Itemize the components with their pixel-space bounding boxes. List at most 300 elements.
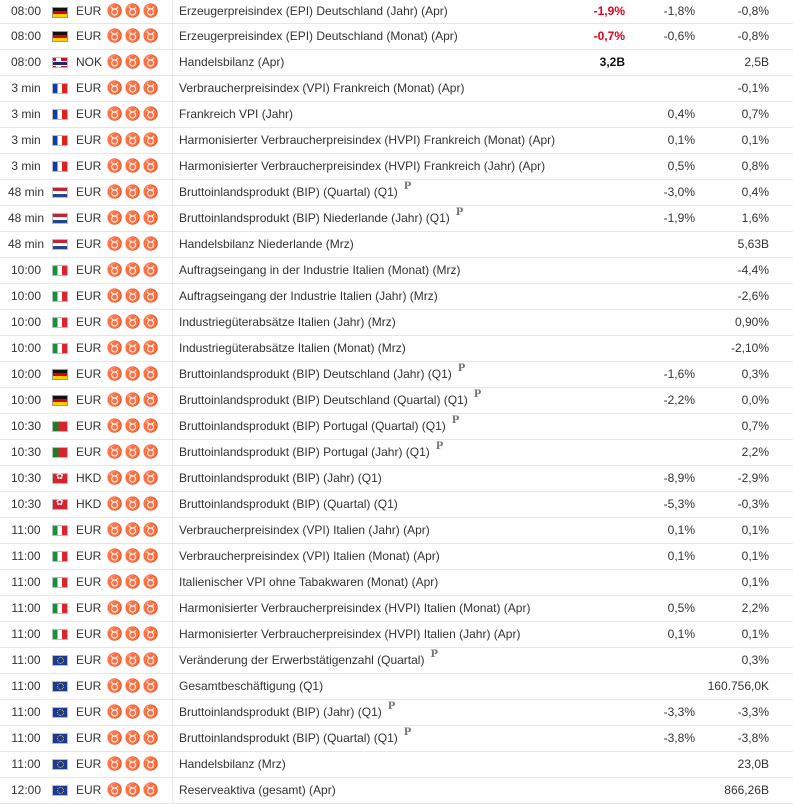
event-row[interactable] [0, 75, 793, 101]
event-name[interactable]: Bruttoinlandsprodukt (BIP) (Quartal) (Q1) [179, 497, 398, 511]
volatility-rating [106, 0, 173, 23]
preliminary-icon: P [455, 207, 464, 218]
flag-cell [52, 23, 74, 49]
bull-icon: ♉ [142, 730, 160, 745]
bull-icon: ♉ [106, 470, 124, 485]
flag-france-icon [52, 109, 68, 120]
flag-euro-zone-icon [52, 655, 68, 666]
currency-code: EUR [74, 751, 106, 777]
event-row[interactable] [0, 0, 793, 23]
previous-value: 0,8% [701, 153, 793, 179]
currency-code: EUR [74, 647, 106, 673]
currency-code: EUR [74, 387, 106, 413]
flag-france-icon [52, 83, 68, 94]
event-name-cell[interactable] [173, 777, 560, 803]
actual-value [559, 725, 631, 751]
bull-icon: ♉ [142, 574, 160, 589]
event-name[interactable]: Bruttoinlandsprodukt (BIP) Deutschland (Quartal) (Q1) [179, 393, 468, 407]
event-name[interactable]: Reserveaktiva (gesamt) (Apr) [179, 783, 336, 797]
event-name[interactable]: Industriegüterabsätze Italien (Jahr) (Mrz) [179, 315, 396, 329]
event-row[interactable] [0, 127, 793, 153]
event-name-cell[interactable] [173, 283, 560, 309]
bull-icon: ♉ [124, 652, 142, 667]
event-name-cell[interactable] [173, 179, 560, 205]
flag-italy-icon [52, 265, 68, 276]
event-time: 11:00 [0, 517, 52, 543]
event-time: 48 min [0, 231, 52, 257]
event-time: 10:30 [0, 465, 52, 491]
flag-cell [52, 491, 74, 517]
flag-cell [52, 101, 74, 127]
volatility-rating [106, 387, 173, 413]
event-name[interactable]: Veränderung der Erwerbstätigenzahl (Quartal) [179, 653, 425, 667]
previous-value: -3,8% [701, 725, 793, 751]
event-row[interactable] [0, 205, 793, 231]
event-name[interactable]: Harmonisierter Verbraucherpreisindex (HVPI) Frankreich (Monat) (Apr) [179, 133, 556, 147]
flag-germany-icon [52, 369, 68, 380]
bull-icon: ♉ [106, 236, 124, 251]
previous-value: 0,3% [701, 647, 793, 673]
volatility-rating [106, 595, 173, 621]
bull-icon: ♉ [106, 3, 124, 19]
currency-code: EUR [74, 309, 106, 335]
event-time: 10:00 [0, 257, 52, 283]
bull-icon: ♉ [106, 548, 124, 563]
actual-value [559, 231, 631, 257]
preliminary-icon: P [457, 363, 466, 374]
actual-value: 3,2B [559, 49, 631, 75]
forecast-value: -5,3% [631, 491, 701, 517]
bull-icon: ♉ [106, 392, 124, 407]
bull-icon: ♉ [106, 158, 124, 173]
flag-cell [52, 361, 74, 387]
event-name[interactable]: Harmonisierter Verbraucherpreisindex (HVPI) Frankreich (Jahr) (Apr) [179, 159, 546, 173]
flag-netherlands-icon [52, 213, 68, 224]
event-row[interactable] [0, 335, 793, 361]
bull-icon: ♉ [124, 184, 142, 199]
previous-value: 0,1% [701, 127, 793, 153]
event-row[interactable] [0, 673, 793, 699]
bull-icon: ♉ [142, 28, 160, 43]
event-name[interactable]: Bruttoinlandsprodukt (BIP) (Jahr) (Q1) [179, 705, 382, 719]
event-name-cell[interactable] [173, 413, 560, 439]
bull-icon: ♉ [106, 626, 124, 641]
event-name-cell[interactable] [173, 439, 560, 465]
previous-value: 23,0B [701, 751, 793, 777]
flag-hong-kong-icon [52, 499, 68, 510]
actual-value: -0,7% [559, 23, 631, 49]
previous-value: 0,3% [701, 361, 793, 387]
forecast-value [631, 257, 701, 283]
event-name-cell[interactable] [173, 699, 560, 725]
event-name[interactable]: Verbraucherpreisindex (VPI) Frankreich (Monat) (Apr) [179, 81, 465, 95]
bull-icon: ♉ [124, 574, 142, 589]
event-name-cell[interactable] [173, 725, 560, 751]
flag-cell [52, 205, 74, 231]
event-row[interactable] [0, 49, 793, 75]
preliminary-icon: P [435, 441, 444, 452]
flag-euro-zone-icon [52, 785, 68, 796]
event-name-cell[interactable] [173, 465, 560, 491]
event-row[interactable] [0, 569, 793, 595]
event-row[interactable] [0, 283, 793, 309]
bull-icon: ♉ [106, 54, 124, 69]
flag-cell [52, 153, 74, 179]
event-time: 11:00 [0, 699, 52, 725]
event-name-cell[interactable] [173, 153, 560, 179]
flag-germany-icon [52, 7, 68, 18]
event-time: 10:00 [0, 335, 52, 361]
bull-icon: ♉ [142, 210, 160, 225]
event-time: 3 min [0, 127, 52, 153]
flag-cell [52, 257, 74, 283]
bull-icon: ♉ [124, 392, 142, 407]
event-name-cell[interactable] [173, 491, 560, 517]
volatility-rating [106, 361, 173, 387]
event-row[interactable] [0, 465, 793, 491]
event-name[interactable]: Bruttoinlandsprodukt (BIP) (Quartal) (Q1) [179, 731, 398, 745]
event-name[interactable]: Handelsbilanz Niederlande (Mrz) [179, 237, 354, 251]
event-name-cell[interactable] [173, 751, 560, 777]
bull-icon: ♉ [124, 730, 142, 745]
actual-value [559, 153, 631, 179]
volatility-rating [106, 543, 173, 569]
event-row[interactable] [0, 387, 793, 413]
event-name-cell[interactable] [173, 361, 560, 387]
event-name-cell[interactable] [173, 387, 560, 413]
flag-cell [52, 309, 74, 335]
bull-icon: ♉ [142, 704, 160, 719]
currency-code: EUR [74, 621, 106, 647]
event-row[interactable] [0, 777, 793, 803]
forecast-value: -1,8% [631, 0, 701, 23]
forecast-value: -3,8% [631, 725, 701, 751]
flag-netherlands-icon [52, 187, 68, 198]
actual-value [559, 621, 631, 647]
currency-code: EUR [74, 595, 106, 621]
event-row[interactable] [0, 179, 793, 205]
bull-icon: ♉ [124, 626, 142, 641]
event-name[interactable]: Industriegüterabsätze Italien (Monat) (Mrz) [179, 341, 406, 355]
event-name-cell[interactable] [173, 205, 560, 231]
previous-value: -4,4% [701, 257, 793, 283]
currency-code: EUR [74, 0, 106, 23]
event-name[interactable]: Harmonisierter Verbraucherpreisindex (HVPI) Italien (Monat) (Apr) [179, 601, 531, 615]
bull-icon: ♉ [124, 210, 142, 225]
actual-value [559, 543, 631, 569]
bull-icon: ♉ [142, 522, 160, 537]
flag-italy-icon [52, 577, 68, 588]
previous-value: 0,1% [701, 517, 793, 543]
event-name-cell[interactable] [173, 309, 560, 335]
event-name[interactable]: Verbraucherpreisindex (VPI) Italien (Monat) (Apr) [179, 549, 440, 563]
actual-value [559, 413, 631, 439]
event-name[interactable]: Verbraucherpreisindex (VPI) Italien (Jahr) (Apr) [179, 523, 430, 537]
forecast-value [631, 75, 701, 101]
event-row[interactable] [0, 491, 793, 517]
event-name[interactable]: Bruttoinlandsprodukt (BIP) Niederlande (Jahr) (Q1) [179, 211, 450, 225]
event-name[interactable]: Gesamtbeschäftigung (Q1) [179, 679, 324, 693]
currency-code: EUR [74, 439, 106, 465]
bull-icon: ♉ [142, 184, 160, 199]
currency-code: EUR [74, 569, 106, 595]
bull-icon: ♉ [124, 600, 142, 615]
bull-icon: ♉ [124, 444, 142, 459]
previous-value: 0,7% [701, 413, 793, 439]
currency-code: EUR [74, 699, 106, 725]
previous-value: 2,2% [701, 439, 793, 465]
actual-value [559, 517, 631, 543]
event-row[interactable] [0, 751, 793, 777]
event-row[interactable] [0, 257, 793, 283]
actual-value [559, 309, 631, 335]
event-row[interactable] [0, 647, 793, 673]
actual-value [559, 179, 631, 205]
bull-icon: ♉ [124, 288, 142, 303]
flag-italy-icon [52, 525, 68, 536]
forecast-value: 0,1% [631, 621, 701, 647]
event-name-cell[interactable] [173, 49, 560, 75]
preliminary-icon: P [451, 415, 460, 426]
event-name[interactable]: Handelsbilanz (Apr) [179, 55, 285, 69]
bull-icon: ♉ [142, 288, 160, 303]
previous-value: 0,1% [701, 621, 793, 647]
actual-value: -1,9% [559, 0, 631, 23]
previous-value: 866,26B [701, 777, 793, 803]
actual-value [559, 439, 631, 465]
preliminary-icon: P [387, 701, 396, 712]
flag-cell [52, 439, 74, 465]
previous-value: -2,10% [701, 335, 793, 361]
forecast-value [631, 673, 701, 699]
event-name[interactable]: Bruttoinlandsprodukt (BIP) Deutschland (Jahr) (Q1) [179, 367, 452, 381]
event-name-cell[interactable] [173, 257, 560, 283]
event-row[interactable] [0, 517, 793, 543]
volatility-rating [106, 205, 173, 231]
event-name-cell[interactable] [173, 0, 560, 23]
bull-icon: ♉ [142, 106, 160, 121]
forecast-value: 0,1% [631, 127, 701, 153]
volatility-rating [106, 569, 173, 595]
flag-euro-zone-icon [52, 707, 68, 718]
bull-icon: ♉ [106, 522, 124, 537]
event-time: 11:00 [0, 543, 52, 569]
currency-code: NOK [74, 49, 106, 75]
previous-value: -0,3% [701, 491, 793, 517]
event-name[interactable]: Erzeugerpreisindex (EPI) Deutschland (Jahr) (Apr) [179, 4, 448, 19]
bull-icon: ♉ [106, 262, 124, 277]
event-row[interactable] [0, 595, 793, 621]
flag-cell [52, 751, 74, 777]
bull-icon: ♉ [124, 522, 142, 537]
flag-portugal-icon [52, 421, 68, 432]
flag-france-icon [52, 135, 68, 146]
bull-icon: ♉ [106, 730, 124, 745]
bull-icon: ♉ [124, 704, 142, 719]
bull-icon: ♉ [142, 392, 160, 407]
event-row[interactable] [0, 413, 793, 439]
event-row[interactable] [0, 231, 793, 257]
event-name-cell[interactable] [173, 543, 560, 569]
event-time: 48 min [0, 205, 52, 231]
flag-italy-icon [52, 629, 68, 640]
bull-icon: ♉ [142, 80, 160, 95]
volatility-rating [106, 75, 173, 101]
bull-icon: ♉ [124, 158, 142, 173]
flag-euro-zone-icon [52, 759, 68, 770]
event-time: 10:00 [0, 309, 52, 335]
bull-icon: ♉ [142, 418, 160, 433]
currency-code: EUR [74, 23, 106, 49]
volatility-rating [106, 101, 173, 127]
volatility-rating [106, 153, 173, 179]
actual-value [559, 387, 631, 413]
event-name[interactable]: Handelsbilanz (Mrz) [179, 757, 286, 771]
bull-icon: ♉ [142, 548, 160, 563]
bull-icon: ♉ [124, 548, 142, 563]
event-name-cell[interactable] [173, 231, 560, 257]
forecast-value: -3,3% [631, 699, 701, 725]
bull-icon: ♉ [142, 444, 160, 459]
event-row[interactable] [0, 153, 793, 179]
previous-value: -3,3% [701, 699, 793, 725]
bull-icon: ♉ [124, 54, 142, 69]
bull-icon: ♉ [124, 236, 142, 251]
forecast-value: -1,9% [631, 205, 701, 231]
volatility-rating [106, 257, 173, 283]
flag-cell [52, 569, 74, 595]
event-time: 08:00 [0, 23, 52, 49]
event-row[interactable] [0, 543, 793, 569]
event-name-cell[interactable] [173, 517, 560, 543]
event-row[interactable] [0, 621, 793, 647]
previous-value: 0,4% [701, 179, 793, 205]
event-name[interactable]: Italienischer VPI ohne Tabakwaren (Monat) (Apr) [179, 575, 439, 589]
forecast-value [631, 413, 701, 439]
event-row[interactable] [0, 23, 793, 49]
event-name-cell[interactable] [173, 595, 560, 621]
event-time: 11:00 [0, 621, 52, 647]
volatility-rating [106, 283, 173, 309]
currency-code: EUR [74, 153, 106, 179]
event-row[interactable] [0, 699, 793, 725]
bull-icon: ♉ [142, 366, 160, 381]
event-name-cell[interactable] [173, 127, 560, 153]
event-row[interactable] [0, 439, 793, 465]
currency-code: EUR [74, 127, 106, 153]
event-name[interactable]: Frankreich VPI (Jahr) [179, 107, 294, 121]
flag-netherlands-icon [52, 239, 68, 250]
event-name-cell[interactable] [173, 569, 560, 595]
forecast-value [631, 309, 701, 335]
bull-icon: ♉ [106, 496, 124, 511]
bull-icon: ♉ [124, 496, 142, 511]
volatility-rating [106, 777, 173, 803]
event-name-cell[interactable] [173, 673, 560, 699]
bull-icon: ♉ [142, 756, 160, 771]
volatility-rating [106, 725, 173, 751]
event-name-cell[interactable] [173, 647, 560, 673]
event-name[interactable]: Bruttoinlandsprodukt (BIP) (Jahr) (Q1) [179, 471, 382, 485]
event-name[interactable]: Erzeugerpreisindex (EPI) Deutschland (Monat) (Apr) [179, 29, 458, 43]
event-name[interactable]: Harmonisierter Verbraucherpreisindex (HVPI) Italien (Jahr) (Apr) [179, 627, 521, 641]
flag-cell [52, 621, 74, 647]
bull-icon: ♉ [106, 756, 124, 771]
event-time: 11:00 [0, 647, 52, 673]
previous-value: 0,1% [701, 543, 793, 569]
event-name[interactable]: Bruttoinlandsprodukt (BIP) Portugal (Jahr) (Q1) [179, 445, 430, 459]
volatility-rating [106, 647, 173, 673]
previous-value: -0,8% [701, 23, 793, 49]
previous-value: 2,2% [701, 595, 793, 621]
currency-code: EUR [74, 335, 106, 361]
event-time: 11:00 [0, 673, 52, 699]
event-time: 10:00 [0, 361, 52, 387]
event-row[interactable] [0, 309, 793, 335]
event-time: 48 min [0, 179, 52, 205]
event-time: 11:00 [0, 595, 52, 621]
event-time: 11:00 [0, 725, 52, 751]
previous-value: -2,9% [701, 465, 793, 491]
event-name-cell[interactable] [173, 75, 560, 101]
flag-germany-icon [52, 31, 68, 42]
event-name[interactable]: Bruttoinlandsprodukt (BIP) (Quartal) (Q1) [179, 185, 398, 199]
forecast-value: 0,4% [631, 101, 701, 127]
forecast-value [631, 777, 701, 803]
currency-code: EUR [74, 725, 106, 751]
event-row[interactable] [0, 361, 793, 387]
flag-cell [52, 543, 74, 569]
flag-cell [52, 283, 74, 309]
flag-germany-icon [52, 395, 68, 406]
preliminary-icon: P [403, 727, 412, 738]
event-name-cell[interactable] [173, 335, 560, 361]
event-name-cell[interactable] [173, 101, 560, 127]
volatility-rating [106, 413, 173, 439]
bull-icon: ♉ [124, 418, 142, 433]
volatility-rating [106, 231, 173, 257]
event-name-cell[interactable] [173, 621, 560, 647]
currency-code: EUR [74, 413, 106, 439]
flag-cell [52, 75, 74, 101]
volatility-rating [106, 179, 173, 205]
previous-value: -2,6% [701, 283, 793, 309]
flag-norway-icon [52, 57, 68, 68]
currency-code: EUR [74, 205, 106, 231]
bull-icon: ♉ [124, 3, 142, 19]
event-name-cell[interactable] [173, 23, 560, 49]
flag-cell [52, 335, 74, 361]
volatility-rating [106, 439, 173, 465]
event-name[interactable]: Bruttoinlandsprodukt (BIP) Portugal (Quartal) (Q1) [179, 419, 446, 433]
event-time: 10:30 [0, 491, 52, 517]
forecast-value [631, 647, 701, 673]
forecast-value: -3,0% [631, 179, 701, 205]
event-name[interactable]: Auftragseingang in der Industrie Italien (Monat) (Mrz) [179, 263, 461, 277]
flag-cell [52, 595, 74, 621]
bull-icon: ♉ [106, 600, 124, 615]
flag-portugal-icon [52, 447, 68, 458]
event-name[interactable]: Auftragseingang der Industrie Italien (Jahr) (Mrz) [179, 289, 438, 303]
bull-icon: ♉ [124, 106, 142, 121]
forecast-value: 0,1% [631, 543, 701, 569]
flag-cell [52, 517, 74, 543]
actual-value [559, 777, 631, 803]
currency-code: EUR [74, 101, 106, 127]
bull-icon: ♉ [124, 678, 142, 693]
event-row[interactable] [0, 101, 793, 127]
event-row[interactable] [0, 725, 793, 751]
